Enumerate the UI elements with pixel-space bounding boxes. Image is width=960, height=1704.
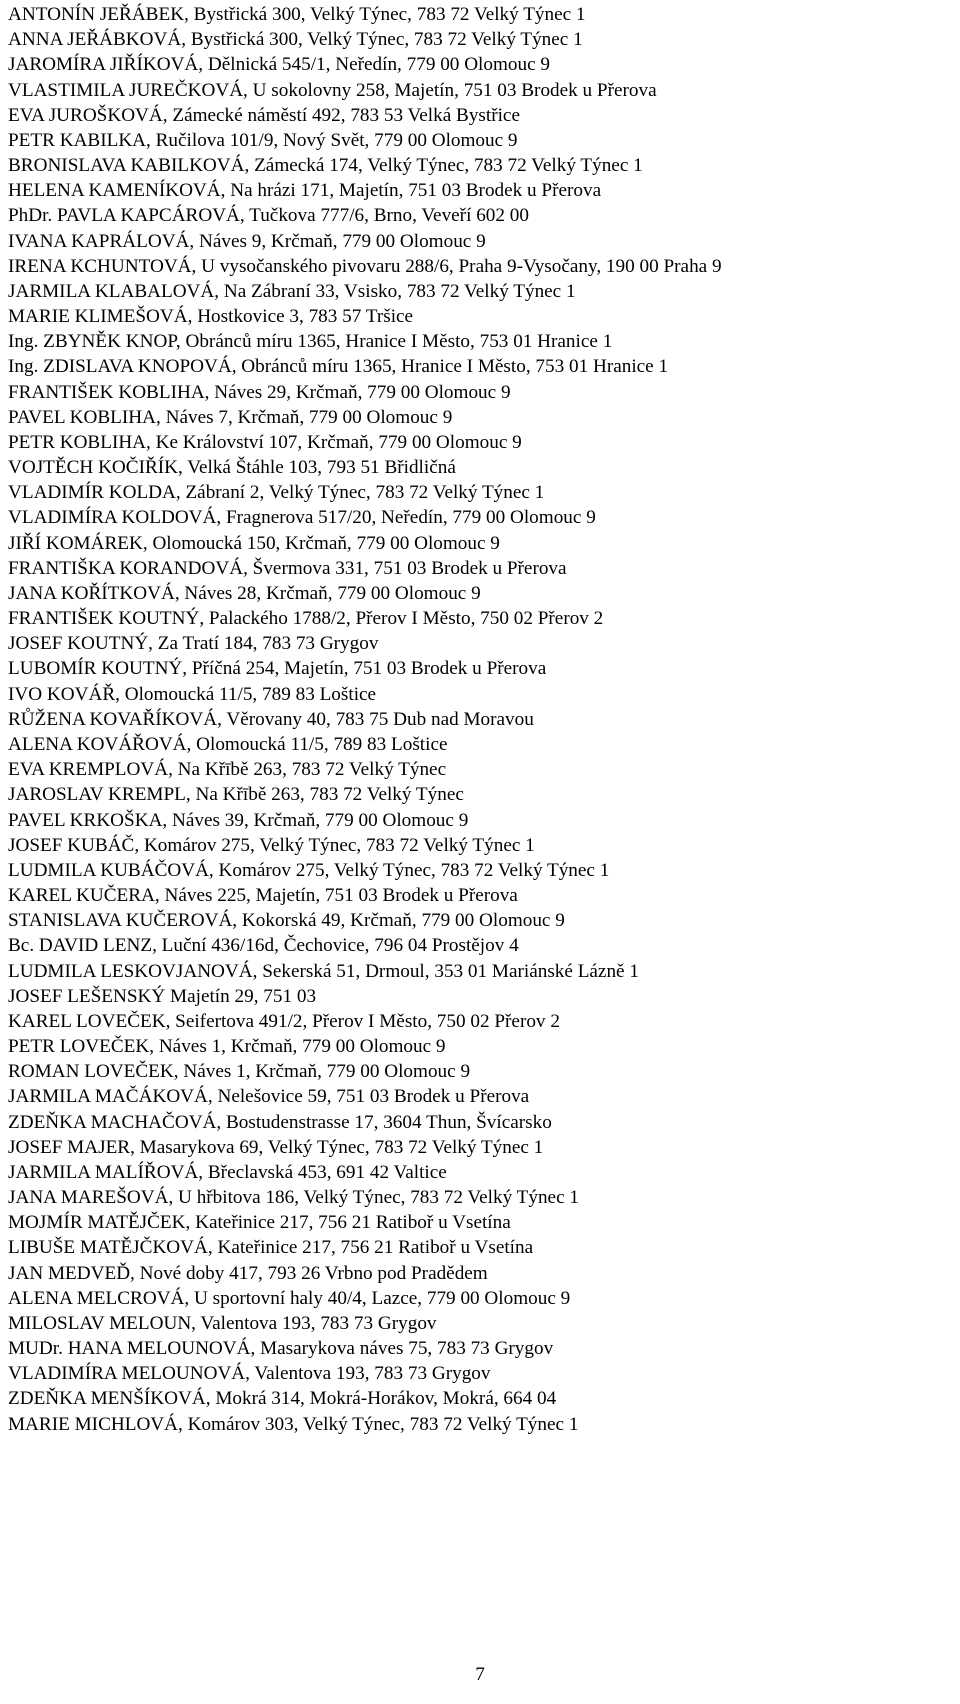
list-item: ANTONÍN JEŘÁBEK, Bystřická 300, Velký Týnec, 783 72 Velký Týnec 1: [8, 4, 586, 25]
list-item: RŮŽENA KOVAŘÍKOVÁ, Věrovany 40, 783 75 Dub nad Moravou: [8, 708, 534, 730]
list-item: JAROSLAV KREMPL, Na Křībě 263, 783 72 Velký Týnec: [8, 784, 464, 806]
list-item: VLADIMÍRA KOLDOVÁ, Fragnerova 517/20, Neředín, 779 00 Olomouc 9: [8, 507, 596, 529]
address-list: [8, 2, 960, 1437]
list-item: MARIE MICHLOVÁ, Komárov 303, Velký Týnec, 783 72 Velký Týnec 1: [8, 1413, 579, 1435]
list-item: ALENA MELCROVÁ, U sportovní haly 40/4, Lazce, 779 00 Olomouc 9: [8, 1287, 571, 1309]
list-item: ROMAN LOVEČEK, Náves 1, Krčmaň, 779 00 Olomouc 9: [8, 1061, 471, 1083]
list-item: LUBOMÍR KOUTNÝ, Příčná 254, Majetín, 751 03 Brodek u Přerova: [8, 658, 547, 680]
list-item: PETR LOVEČEK, Náves 1, Krčmaň, 779 00 Olomouc 9: [8, 1036, 446, 1058]
list-item: IVANA KAPRÁLOVÁ, Náves 9, Krčmaň, 779 00 Olomouc 9: [8, 230, 486, 252]
list-item: ALENA KOVÁŘOVÁ, Olomoucká 11/5, 789 83 Loštice: [8, 733, 448, 755]
list-item: JOSEF KOUTNÝ, Za Tratí 184, 783 73 Grygov: [8, 633, 379, 655]
list-item: JARMILA MAČÁKOVÁ, Nelešovice 59, 751 03 Brodek u Přerova: [8, 1086, 530, 1108]
list-item: FRANTIŠEK KOBLIHA, Náves 29, Krčmaň, 779 00 Olomouc 9: [8, 381, 511, 403]
list-item: MOJMÍR MATĚJČEK, Kateřinice 217, 756 21 Ratiboř u Vsetína: [8, 1212, 511, 1234]
list-item: HELENA KAMENÍKOVÁ, Na hrázi 171, Majetín, 751 03 Brodek u Přerova: [8, 180, 602, 202]
list-item: EVA JUROŠKOVÁ, Zámecké náměstí 492, 783 53 Velká Bystřice: [8, 104, 520, 126]
list-item: ZDEŇKA MENŠÍKOVÁ, Mokrá 314, Mokrá-Horákov, Mokrá, 664 04: [8, 1388, 557, 1410]
list-item: JANA KOŘÍTKOVÁ, Náves 28, Krčmaň, 779 00 Olomouc 9: [8, 582, 481, 604]
list-item: KAREL KUČERA, Náves 225, Majetín, 751 03 Brodek u Přerova: [8, 885, 518, 907]
list-item: VLADIMÍR KOLDA, Zábraní 2, Velký Týnec, 783 72 Velký Týnec 1: [8, 482, 545, 504]
list-item: MILOSLAV MELOUN, Valentova 193, 783 73 Grygov: [8, 1312, 437, 1334]
list-item: EVA KREMPLOVÁ, Na Křībě 263, 783 72 Velký Týnec: [8, 759, 447, 781]
list-item: JIŘÍ KOMÁREK, Olomoucká 150, Krčmaň, 779 00 Olomouc 9: [8, 532, 500, 554]
list-item: FRANTIŠKA KORANDOVÁ, Švermova 331, 751 03 Brodek u Přerova: [8, 557, 567, 579]
list-item: PETR KOBLIHA, Ke Království 107, Krčmaň, 779 00 Olomouc 9: [8, 431, 522, 453]
list-item: Ing. ZBYNĚK KNOP, Obránců míru 1365, Hranice I Město, 753 01 Hranice 1: [8, 331, 613, 353]
list-item: IRENA KCHUNTOVÁ, U vysočanského pivovaru 288/6, Praha 9-Vysočany, 190 00 Praha 9: [8, 255, 722, 277]
list-item: PhDr. PAVLA KAPCÁROVÁ, Tučkova 777/6, Brno, Veveří 602 00: [8, 205, 529, 227]
list-item: JOSEF KUBÁČ, Komárov 275, Velký Týnec, 783 72 Velký Týnec 1: [8, 834, 535, 856]
list-item: MARIE KLIMEŠOVÁ, Hostkovice 3, 783 57 Tršice: [8, 306, 414, 328]
list-item: Bc. DAVID LENZ, Luční 436/16d, Čechovice, 796 04 Prostějov 4: [8, 935, 519, 957]
list-item: JOSEF MAJER, Masarykova 69, Velký Týnec, 783 72 Velký Týnec 1: [8, 1136, 544, 1158]
list-item: PAVEL KRKOŠKA, Náves 39, Krčmaň, 779 00 Olomouc 9: [8, 809, 469, 831]
list-item: IVO KOVÁŘ, Olomoucká 11/5, 789 83 Loštice: [8, 683, 377, 705]
list-item: VOJTĚCH KOČIŘÍK, Velká Štáhle 103, 793 51 Břidličná: [8, 457, 456, 479]
list-item: KAREL LOVEČEK, Seifertova 491/2, Přerov I Město, 750 02 Přerov 2: [8, 1010, 560, 1032]
list-item: LUDMILA KUBÁČOVÁ, Komárov 275, Velký Týnec, 783 72 Velký Týnec 1: [8, 859, 610, 881]
page-number: 7: [475, 1664, 485, 1685]
list-item: LIBUŠE MATĚJČKOVÁ, Kateřinice 217, 756 21 Ratiboř u Vsetína: [8, 1237, 534, 1259]
list-item: JOSEF LEŠENSKÝ Majetín 29, 751 03: [8, 985, 317, 1007]
list-item: JAN MEDVEĎ, Nové doby 417, 793 26 Vrbno pod Pradědem: [8, 1262, 488, 1284]
list-item: BRONISLAVA KABILKOVÁ, Zámecká 174, Velký Týnec, 783 72 Velký Týnec 1: [8, 155, 643, 177]
list-item: STANISLAVA KUČEROVÁ, Kokorská 49, Krčmaň, 779 00 Olomouc 9: [8, 910, 565, 932]
list-item: MUDr. HANA MELOUNOVÁ, Masarykova náves 75, 783 73 Grygov: [8, 1338, 554, 1360]
list-item: FRANTIŠEK KOUTNÝ, Palackého 1788/2, Přerov I Město, 750 02 Přerov 2: [8, 608, 604, 630]
list-item: LUDMILA LESKOVJANOVÁ, Sekerská 51, Drmoul, 353 01 Mariánské Lázně 1: [8, 960, 639, 982]
list-item: JARMILA KLABALOVÁ, Na Zábraní 33, Vsisko, 783 72 Velký Týnec 1: [8, 280, 576, 302]
list-item: JARMILA MALÍŘOVÁ, Břeclavská 453, 691 42 Valtice: [8, 1161, 447, 1183]
list-item: VLASTIMILA JUREČKOVÁ, U sokolovny 258, Majetín, 751 03 Brodek u Přerova: [8, 79, 657, 101]
list-item: Ing. ZDISLAVA KNOPOVÁ, Obránců míru 1365, Hranice I Město, 753 01 Hranice 1: [8, 356, 669, 378]
list-item: JAROMÍRA JIŘÍKOVÁ, Dělnická 545/1, Neředín, 779 00 Olomouc 9: [8, 54, 550, 76]
list-item: JANA MAREŠOVÁ, U hřbitova 186, Velký Týnec, 783 72 Velký Týnec 1: [8, 1187, 579, 1209]
list-item: PAVEL KOBLIHA, Náves 7, Krčmaň, 779 00 Olomouc 9: [8, 406, 453, 428]
list-item: PETR KABILKA, Ručilova 101/9, Nový Svět, 779 00 Olomouc 9: [8, 129, 518, 151]
list-item: VLADIMÍRA MELOUNOVÁ, Valentova 193, 783 73 Grygov: [8, 1363, 491, 1385]
list-item: ANNA JEŘÁBKOVÁ, Bystřická 300, Velký Týnec, 783 72 Velký Týnec 1: [8, 29, 583, 51]
list-item: ZDEŇKA MACHAČOVÁ, Bostudenstrasse 17, 3604 Thun, Švícarsko: [8, 1111, 552, 1133]
